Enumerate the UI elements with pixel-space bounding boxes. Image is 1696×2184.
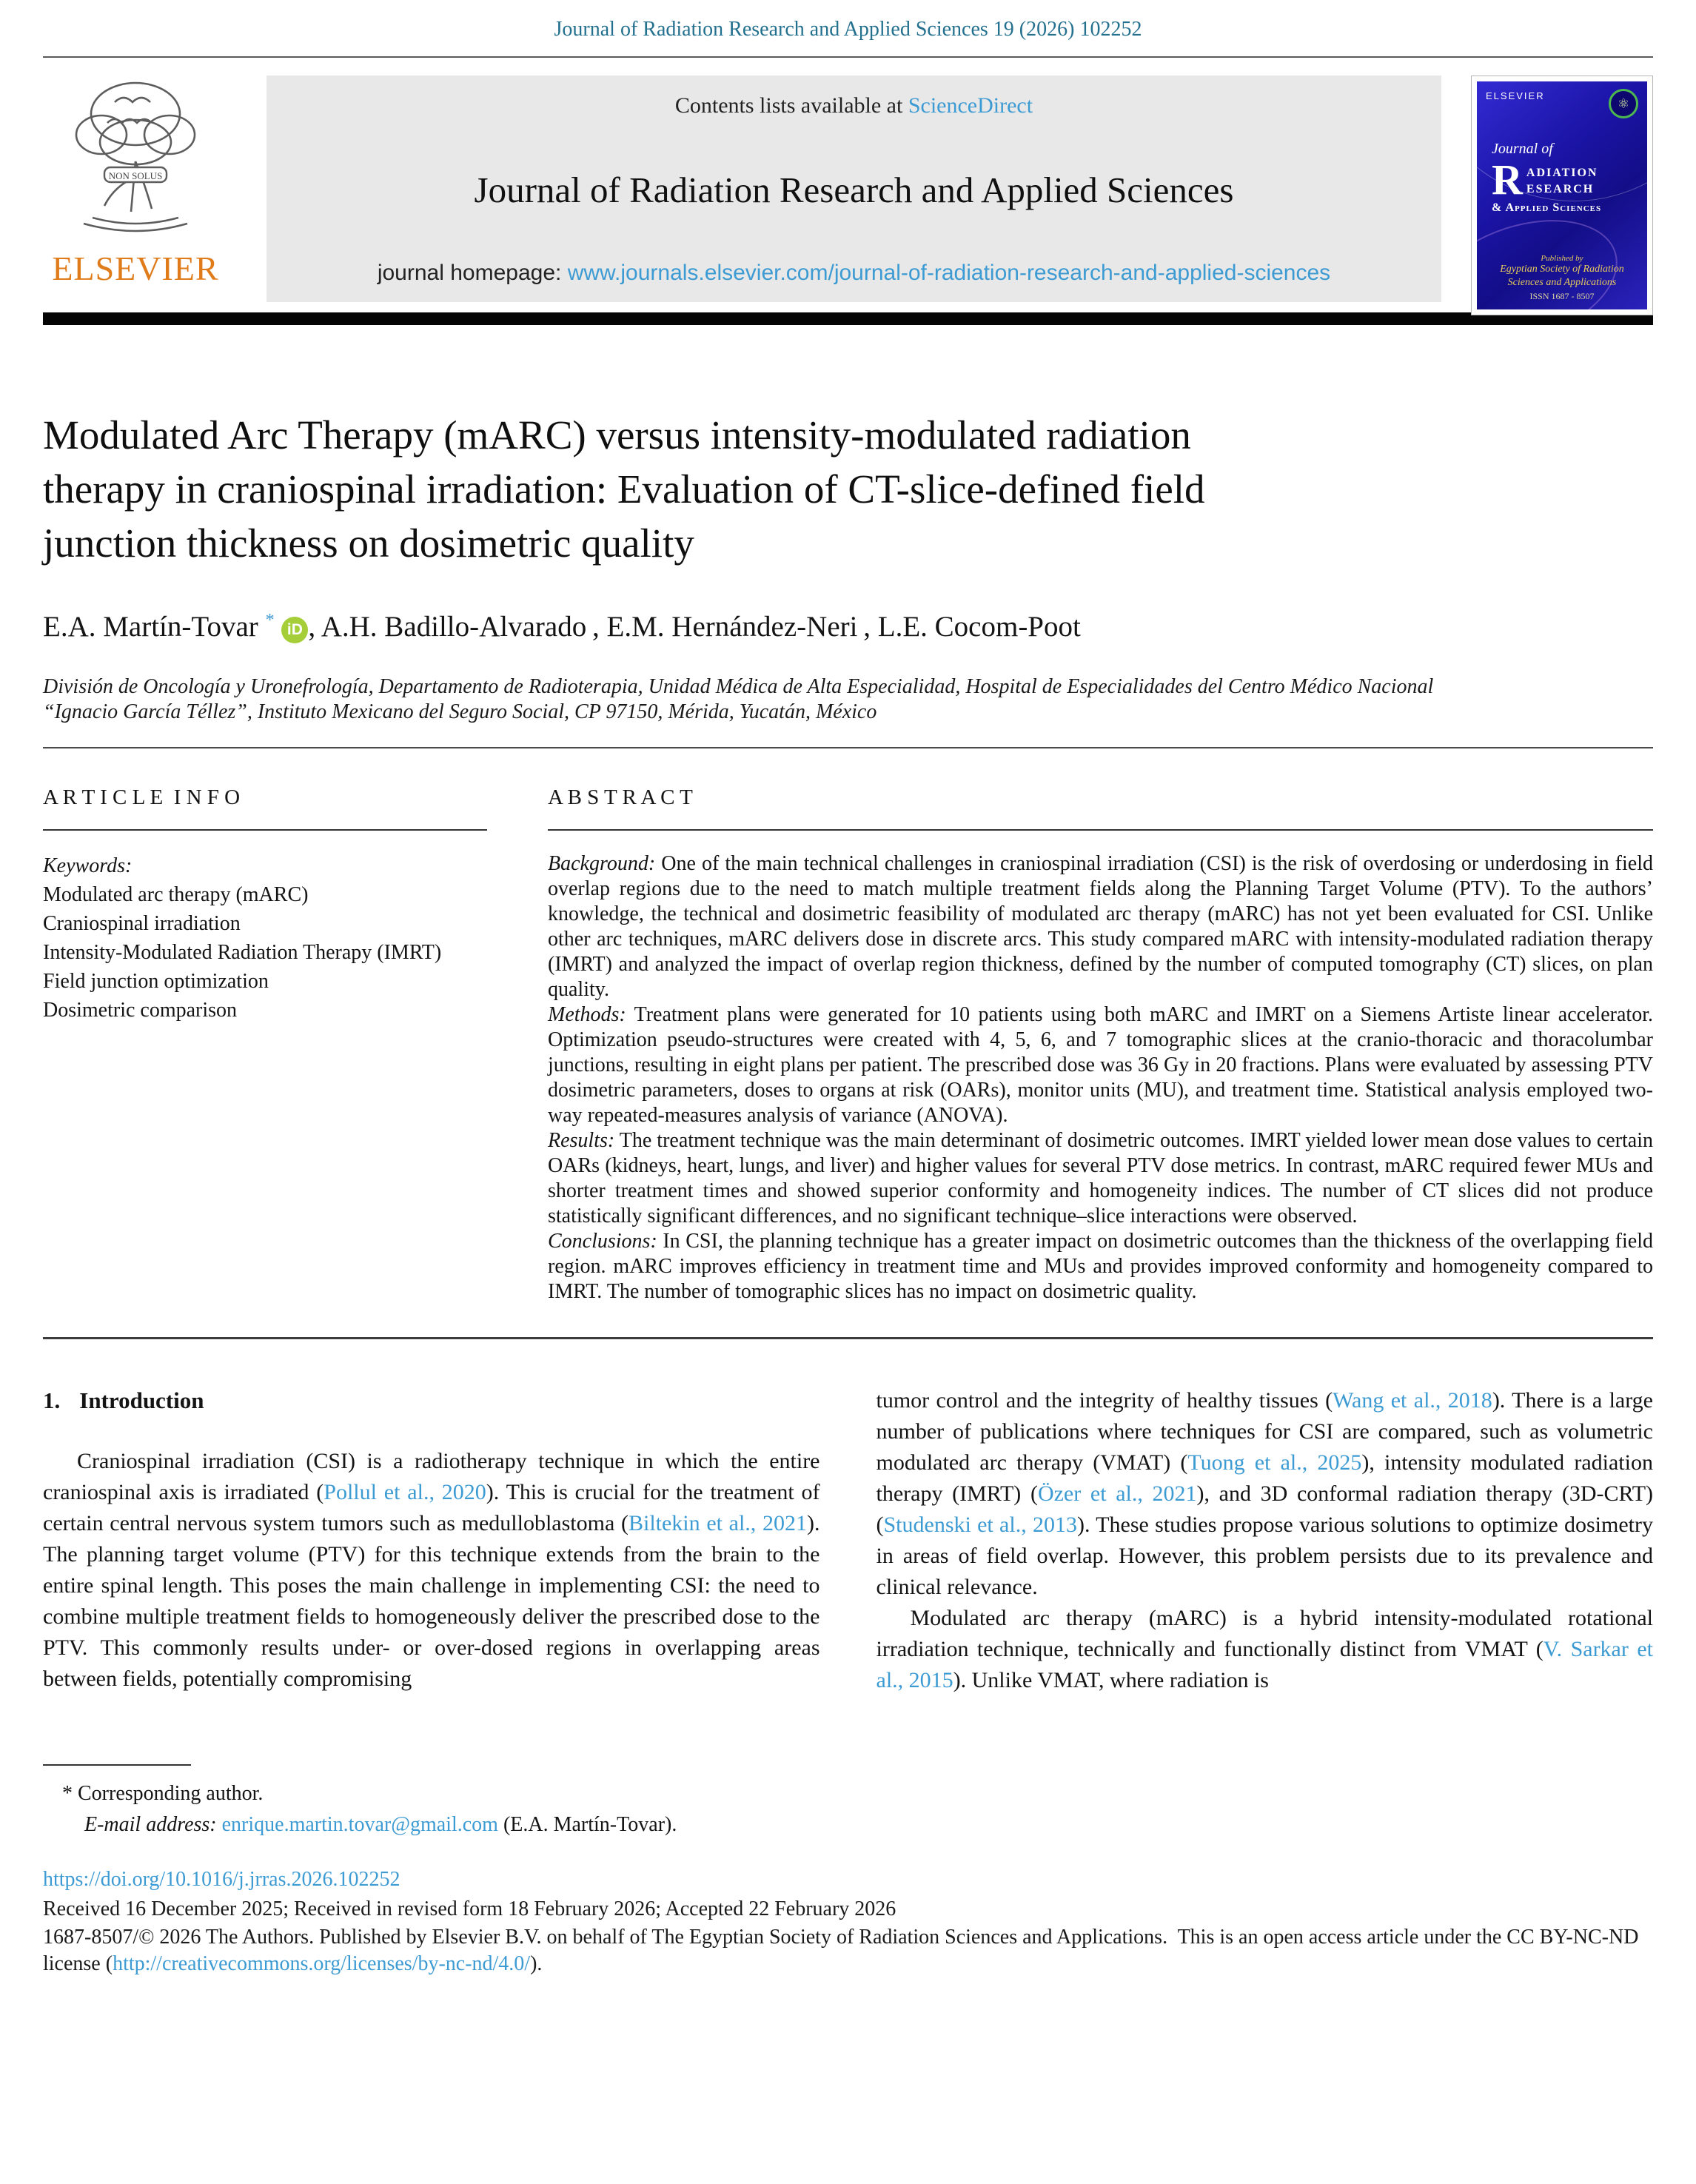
keywords-list [43,880,487,1025]
citation-link[interactable]: V. Sarkar et al., 2015 [876,1637,1653,1692]
corresponding-author-marker[interactable]: * [265,610,275,630]
sciencedirect-link[interactable]: ScienceDirect [908,93,1033,118]
elsevier-wordmark: ELSEVIER [52,249,219,287]
article-info-rule [43,829,487,831]
cover-journal-title [1492,141,1601,215]
body-right-column [877,1385,1654,1696]
email-link[interactable]: enrique.martin.tovar@gmail.com [221,1813,498,1836]
keywords-label: Keywords: [43,854,133,877]
authors-line: E.A. Martín-Tovar * iD , A.H. Badillo-Alvarado , E.M. Hernández-Neri , L.E. Cocom-Poot [43,610,1081,643]
article-title-line: junction thickness on dosimetric quality [43,520,694,566]
citation-link[interactable]: Biltekin et al., 2021 [628,1511,807,1535]
cover-elsevier-label: ELSEVIER [1486,90,1545,101]
abstract-section-label: Background: [548,852,656,875]
received-dates: Received 16 December 2025; Received in revised form 18 February 2026; Accepted 22 February 2026 [43,1897,896,1920]
cover-title-adiation: ADIATION [1526,167,1598,179]
affiliation-line: “Ignacio García Téllez”, Instituto Mexicano del Seguro Social, CP 97150, Mérida, Yucatán, México [43,700,877,723]
abstract-heading: A B S T R A C T [548,785,693,809]
keyword-item: Dosimetric comparison [43,999,238,1022]
keyword-item: Modulated arc therapy (mARC) [43,883,309,906]
copyright-license-line: 1687-8507/© 2026 The Authors. Published by Elsevier B.V. on behalf of The Egyptian Society of Radiation Sciences and Applications. This is an open access article under the CC BY-NC-ND license (http://creativecommons.org/licenses/by-nc-nd/4.0/). [43,1926,1639,1975]
corresponding-author-note: * Corresponding author. [62,1782,264,1805]
article-title [43,408,1653,570]
journal-cover-thumbnail[interactable] [1471,76,1653,315]
abstract-section-label: Results: [548,1129,615,1152]
body-paragraph: Modulated arc therapy (mARC) is a hybrid intensity-modulated rotational irradiation technique, technically and functionally distinct from VMAT (V. Sarkar et al., 2015). Unlike VMAT, where radiation is [876,1606,1653,1692]
journal-header [43,76,1653,302]
cover-society-line1: Egyptian Society of Radiation [1500,263,1624,275]
cover-title-esearch: ESEARCH [1526,182,1595,195]
elsevier-tree-icon [63,76,208,247]
citation-link[interactable]: Pollul et al., 2020 [324,1480,486,1504]
cover-published-by: Published by [1541,253,1583,263]
article-info-column [43,748,487,1304]
article-title-line: therapy in craniospinal irradiation: Evaluation of CT-slice-defined field [43,466,1205,512]
citation-link[interactable]: Özer et al., 2021 [1037,1481,1197,1506]
section-title: Introduction [79,1387,204,1413]
abstract-column [548,748,1653,1304]
homepage-link[interactable]: www.journals.elsevier.com/journal-of-radiation-research-and-applied-sciences [567,261,1331,285]
abstract-paragraph-results: Results: The treatment technique was the main determinant of dosimetric outcomes. IMRT yielded lower mean dose values to certain OARs (kidneys, heart, lungs, and liver) and higher values for several PTV dose metrics. In contrast, mARC required fewer MUs and shorter treatment times and showed superior conformity and homogeneity indices. The number of CT slices did not produce statistically significant differences, and no significant technique–slice interactions were observed. [548,1129,1653,1227]
article-info-abstract-block [43,748,1653,1304]
body-paragraph: Craniospinal irradiation (CSI) is a radiotherapy technique in which the entire craniospinal axis is irradiated (Pollul et al., 2020). This is crucial for the treatment of certain central nervous system tumors such as medulloblastoma (Biltekin et al., 2021). The planning target volume (PTV) for this technique extends from the brain to the entire spinal length. This poses the main challenge in implementing CSI: the need to combine multiple treatment fields to homogeneously deliver the prescribed dose to the PTV. This commonly results under- or over-dosed regions in overlapping areas between fields, potentially compromising [43,1449,820,1691]
citation-link[interactable]: Studenski et al., 2013 [883,1513,1077,1537]
cover-title-journal-of: Journal of [1492,141,1553,157]
masthead-journal-ref: Journal of Radiation Research and Applied Sciences 19 (2026) 102252 [554,18,1142,41]
header-banner [267,76,1441,302]
email-line: E-mail address: enrique.martin.tovar@gmail.com (E.A. Martín-Tovar). [84,1813,677,1836]
affiliation-line: División de Oncología y Uronefrología, Departamento de Radioterapia, Unidad Médica de Alta Especialidad, Hospital de Especialidades del Centro Médico Nacional [43,675,1434,698]
abstract-section-label: Conclusions: [548,1230,657,1253]
elsevier-logo[interactable] [43,76,228,302]
citation-link[interactable]: Tuong et al., 2025 [1187,1450,1362,1475]
keyword-item: Intensity-Modulated Radiation Therapy (IMRT) [43,941,442,964]
keyword-item: Field junction optimization [43,970,269,993]
abstract-paragraph-methods: Methods: Treatment plans were generated for 10 patients using both mARC and IMRT on a Siemens Artiste linear accelerator. Optimization pseudo-structures were created with 4, 5, 6, and 7 tomographic slices at the cranio-thoracic and thoracolumbar junctions, resulting in eight plans per patient. The prescribed dose was 36 Gy in 20 fractions. Plans were evaluated by assessing PTV dosimetric parameters, doses to organs at risk (OARs), monitor units (MU), and treatment time. Statistical analysis employed two-way repeated-measures analysis of variance (ANOVA). [548,1003,1653,1127]
header-black-divider [43,312,1653,325]
homepage-line: journal homepage: www.journals.elsevier.com/journal-of-radiation-research-and-applied-sciences [377,261,1331,285]
doi-link[interactable]: https://doi.org/10.1016/j.jrras.2026.102252 [43,1868,400,1891]
keyword-item: Craniospinal irradiation [43,912,241,935]
cover-society-line2: Sciences and Applications [1507,276,1617,288]
top-divider [43,56,1653,58]
abstract-bottom-divider [43,1337,1653,1339]
email-label: E-mail address: [84,1813,222,1836]
article-info-heading: A R T I C L E I N F O [43,785,241,809]
journal-title-banner: Journal of Radiation Research and Applied Sciences [474,169,1234,210]
body-left-column [43,1385,820,1696]
journal-cover-art [1477,81,1647,309]
contents-line: Contents lists available at ScienceDirect [674,93,1033,118]
license-link[interactable]: http://creativecommons.org/licenses/by-nc-nd/4.0/ [113,1952,531,1975]
svg-text:NON SOLUS: NON SOLUS [108,170,163,181]
cover-title-applied-sciences: & Applied Sciences [1492,201,1602,215]
introduction-heading [43,1385,820,1416]
body-columns [43,1385,1653,1696]
section-number: 1. [43,1387,61,1413]
footnote-block [43,1764,1653,1837]
cover-title-r-initial: R [1492,155,1523,204]
cover-publisher-block [1477,254,1647,302]
abstract-paragraph-conclusions: Conclusions: In CSI, the planning technique has a greater impact on dosimetric outcomes than the thickness of the overlapping field region. mARC improves efficiency in treatment time and MUs and provides improved conformity and homogeneity compared to IMRT. The number of tomographic slices has no impact on dosimetric quality. [548,1230,1653,1303]
footnote-rule [43,1764,191,1766]
cover-issn: ISSN 1687 - 8507 [1529,291,1595,301]
abstract-rule [548,829,1653,831]
affiliation [43,674,1653,725]
abstract-paragraph-background: Background: One of the main technical challenges in craniospinal irradiation (CSI) is the risk of overdosing or underdosing in field overlap regions due to the need to match multiple treatment fields along the Planning Target Volume (PTV). To the authors’ knowledge, the technical and dosimetric feasibility of modulated arc therapy (mARC) has not yet been evaluated for CSI. Unlike other arc techniques, mARC delivers dose in discrete arcs. This study compared mARC with intensity-modulated radiation therapy (IMRT) and analyzed the impact of overlap region thickness, defined by the number of computed tomography (CT) slices, on plan quality. [548,852,1653,1001]
body-paragraph: tumor control and the integrity of healthy tissues (Wang et al., 2018). There is a large number of publications where techniques for CSI are compared, such as volumetric modulated arc therapy (VMAT) (Tuong et al., 2025), intensity modulated radiation therapy (IMRT) (Özer et al., 2021), and 3D conformal radiation therapy (3D-CRT) (Studenski et al., 2013). These studies propose various solutions to optimize dosimetry in areas of field overlap. However, this problem persists due to its prevalence and clinical relevance. [876,1388,1654,1599]
abstract-section-label: Methods: [548,1003,626,1026]
footer-block [43,1866,1653,1977]
society-emblem-icon: ⚛ [1609,89,1638,118]
citation-link[interactable]: Wang et al., 2018 [1333,1388,1492,1413]
orcid-icon[interactable]: iD [281,617,308,643]
article-title-line: Modulated Arc Therapy (mARC) versus intensity-modulated radiation [43,412,1191,458]
